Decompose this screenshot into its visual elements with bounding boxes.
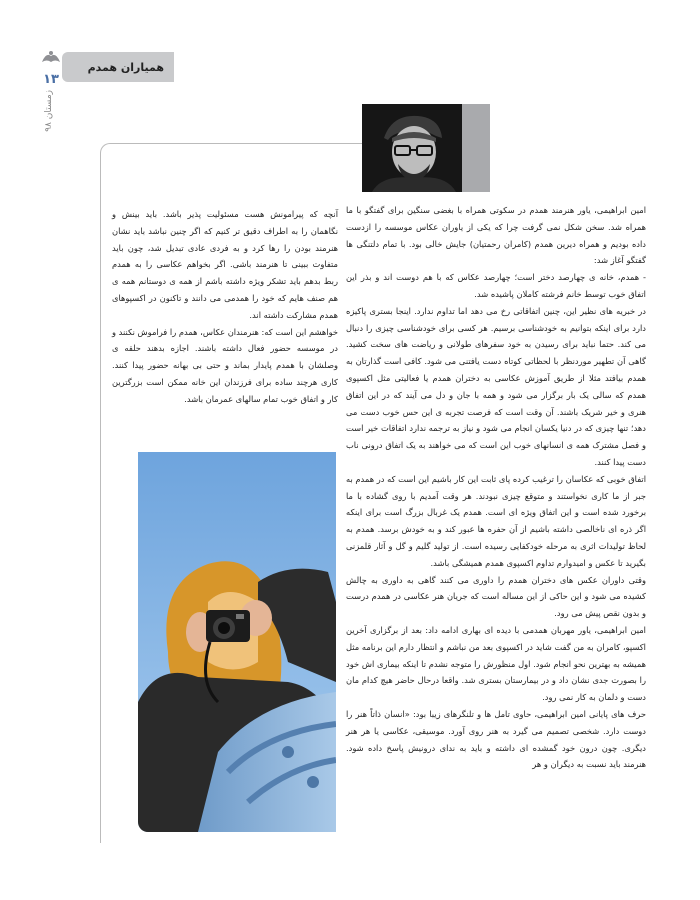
- paragraph: آنچه که پیرامونش هست مسئولیت پذیر باشد. باید بینش و نگاهمان را به اطراف دقیق تر کنیم که اگر چنین نباشد باید نشان هنرمند بودن را رها کرد و به فردی عادی تبدیل شد، چون باید متفاوت ببینی تا هنرمند باشی. اگر بخواهم عکاسی را به همدم ربط بدهم باید تشکر ویژه داشته باشم از همه ی دوستانم همه ی هم صنف هایم که خود را همدمی می دانند و تاکنون در اکسپوهای همدم مشارکت داشته اند.: [112, 209, 338, 320]
- section-tab: [62, 52, 174, 82]
- author-portrait: [362, 104, 462, 192]
- paragraph: - همدم، خانه ی چهارصد دختر است؛ چهارصد عکاس که با هم دوست اند و بذر این اتفاق خوب توسط خانم فرشته کاملان پاشیده شد.: [346, 272, 646, 299]
- paragraph: اتفاق خوبی که عکاسان را ترغیب کرده پای ثابت این کار باشیم این است که در همدم به جبر از ما کاری نخواستند و متوقع چیزی نبودند. هر وقت آمدیم با روی گشاده با ما برخورد شده است و این اتفاق ویژه ای است. همدم یک غربال بزرگ است برای اینکه اگر ذره ای ناخالصی داشته باشیم از آن حفره ها عبور کند و به خودش برسد. همدم به لحاظ تولیدات اثری به مرحله خودکفایی رسیده است. از تولید گلیم و گل و آثار قلمزنی بگیرید تا عکس و امیدوارم تداوم اکسپوی همدم همیشگی باشد.: [346, 473, 646, 568]
- paragraph: خواهشم این است که: هنرمندان عکاس، همدم را فراموش نکنند و در موسسه حضور فعال داشته باشند. اجازه بدهند حلقه ی وصلشان با همدم پایدار بماند و حتی بی بهانه حضور پیدا کنند. کاری هرچند ساده برای فرزندان این خانه ممکن است بزرگترین کار و اتفاق خوب تمام سالهای عمرمان باشد.: [112, 326, 338, 404]
- page-number: ۱۳: [43, 72, 59, 87]
- paragraph: حرف های پایانی امین ابراهیمی، حاوی تامل ها و تلنگرهای زیبا بود: «انسان ذاتاً هنر را دوست دارد. شخصی تصمیم می گیرد به هنر روی آورد. موسیقی، عکاسی یا هر هنر دیگری. چون درون خود گمشده ای داشته و باید به ندای درونیش پاسخ داده شود. هنرمند باید نسبت به دیگران و هر: [346, 708, 646, 770]
- article-left-column: [112, 206, 338, 408]
- paragraph: امین ابراهیمی، یاور مهربان همدمی با دیده ای بهاری ادامه داد: بعد از برگزاری آخرین اکسپو، کامران به من گفت شاید در اکسپوی بعد من نباشم و انتظار دارم این برنامه مثل همیشه به بهترین نحو انجام شود. اول منظورش را متوجه نشدم تا اینکه بیماری اش خود را بصورت جدی نشان داد و در بیمارستان بستری شد. واقعا درحال حاضر هیچ کدام مان دست و دلمان به کار نمی رود.: [346, 624, 646, 703]
- issue-label: زمستان ۹۸: [44, 90, 54, 132]
- paragraph: در خبریه های نظیر این، چنین اتفاقاتی رخ می دهد اما تداوم ندارد. اینجا بستری پاکیزه دارد برای اینکه بتوانیم به خودشناسی برسیم. هر کسی برای خودشناسی چیزی را دنبال می کند. حتما نباید برای رسیدن به خود سفرهای طولانی و ریاضت های سخت کشید. گاهی آن تطهیر موردنظر با لحظاتی کوتاه دست یافتنی می شود. کافی است گذارتان به همدم بیافتد مثلا از طریق آموزش عکاسی به دختران همدم یا فعالیتی مثل اکسپوی همدم که سالی یک بار برگزار می شود و همه با جان و دل می آیند که در این اتفاق هنری و خیر شریک باشند. آن وقت است که فرصت تجربه ی این حس خوب دست می دهد؛ تنها چیزی که در دنیا یکسان انجام می شود و نیاز به ترجمه ندارد اتفاقات خیر است و فصل مشترک همه ی انسانهای خوب این است که می خواهند به یک اتفاق درونی ناب دست پیدا کنند.: [346, 305, 646, 467]
- paragraph: امین ابراهیمی، یاور هنرمند همدم در سکوتی همراه با بغضی سنگین برای گفتگو با ما همراه شد. سخن شکل نمی گرفت چرا که یکی از یاوران عکاس موسسه را ازدست داده بودیم و همراه دیرین همدم (کامران رحمتیان) جایش خالی بود. با تمام دلتنگی ها گفتگو آغاز شد:: [346, 205, 646, 266]
- section-title: همیاران همدم: [87, 60, 164, 74]
- paragraph: وقتی داوران عکس های دختران همدم را داوری می کنند گاهی به داوری به چالش کشیده می شود و این حاکی از این مساله است که جریان هنر عکاسی در همدم درست و بدون نقص پیش می رود.: [346, 574, 646, 619]
- hamdam-logo-icon: [40, 48, 62, 68]
- photographer-photo: [138, 452, 336, 832]
- article-right-column: [346, 202, 646, 773]
